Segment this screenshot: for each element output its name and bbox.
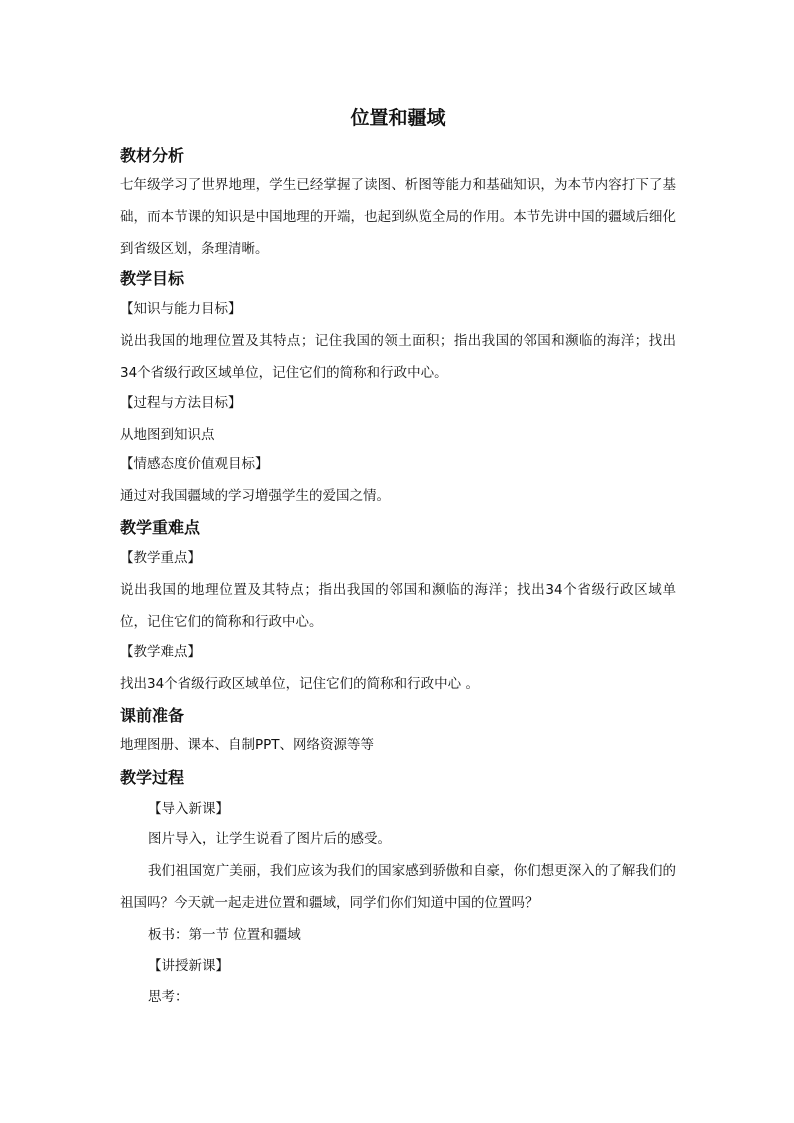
label-introduction: 【导入新课】 bbox=[148, 801, 229, 817]
difficult-points-paragraph: 找出34个省级行政区域单位，记住它们的简称和行政中心 。 bbox=[120, 676, 479, 692]
knowledge-goal-paragraph: 说出我国的地理位置及其特点；记住我国的领土面积；指出我国的邻国和濒临的海洋；找出34个省级行政区域单位，记住它们的简称和行政中心。 bbox=[120, 333, 676, 381]
board-writing: 板书：第一节 位置和疆域 bbox=[148, 927, 301, 943]
think-line: 思考： bbox=[148, 989, 189, 1005]
heading-key-difficult: 教学重难点 bbox=[120, 518, 201, 537]
label-emotion-goal: 【情感态度价值观目标】 bbox=[120, 456, 269, 472]
label-key-points: 【教学重点】 bbox=[120, 550, 201, 566]
label-knowledge-goal: 【知识与能力目标】 bbox=[120, 301, 242, 317]
label-new-lesson: 【讲授新课】 bbox=[148, 958, 229, 974]
key-points-paragraph: 说出我国的地理位置及其特点；指出我国的邻国和濒临的海洋；找出34个省级行政区域单位，记住它们的简称和行政中心。 bbox=[120, 582, 676, 630]
emotion-goal-paragraph: 通过对我国疆域的学习增强学生的爱国之情。 bbox=[120, 488, 390, 504]
label-difficult-points: 【教学难点】 bbox=[120, 644, 201, 660]
process-goal-paragraph: 从地图到知识点 bbox=[120, 427, 215, 443]
document-title: 位置和疆域 bbox=[350, 107, 446, 129]
heading-textbook-analysis: 教材分析 bbox=[120, 146, 185, 165]
heading-teaching-goals: 教学目标 bbox=[120, 269, 185, 288]
textbook-analysis-paragraph: 七年级学习了世界地理，学生已经掌握了读图、析图等能力和基础知识，为本节内容打下了基础，而本节课的知识是中国地理的开端，也起到纵览全局的作用。本节先讲中国的疆域后细化到省级区划，条理清晰。 bbox=[120, 177, 676, 257]
heading-preparation: 课前准备 bbox=[120, 706, 185, 725]
label-process-goal: 【过程与方法目标】 bbox=[120, 395, 242, 411]
intro-line-2: 我们祖国宽广美丽，我们应该为我们的国家感到骄傲和自豪，你们想更深入的了解我们的祖国吗？今天就一起走进位置和疆域，同学们你们知道中国的位置吗？ bbox=[120, 863, 676, 911]
heading-teaching-process: 教学过程 bbox=[120, 768, 185, 787]
intro-line-1: 图片导入，让学生说看了图片后的感受。 bbox=[148, 831, 391, 847]
preparation-paragraph: 地理图册、课本、自制PPT、网络资源等等 bbox=[120, 737, 375, 753]
